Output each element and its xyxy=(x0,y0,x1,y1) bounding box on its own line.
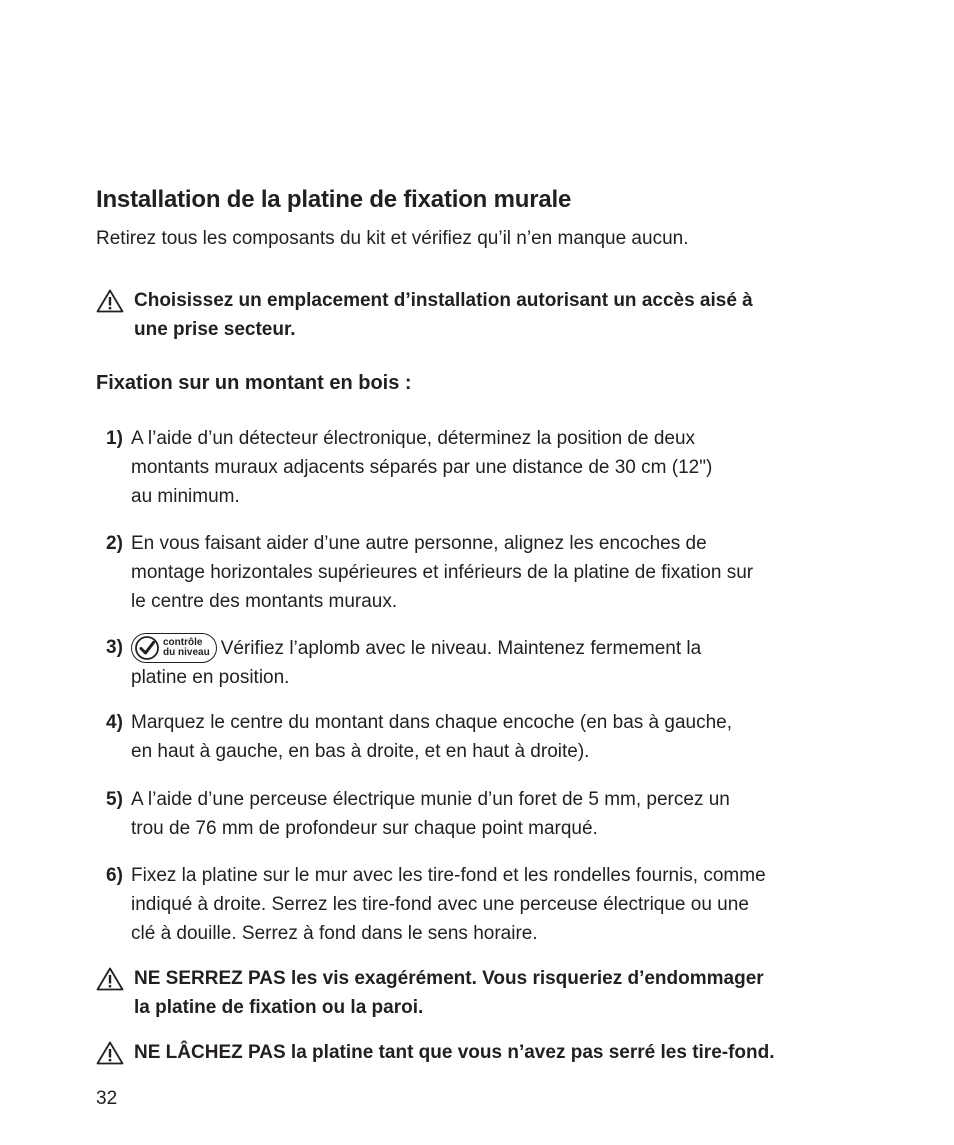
step-line: A l’aide d’une perceuse électrique munie d’un foret de 5 mm, percez un xyxy=(131,789,730,810)
step-line: trou de 76 mm de profondeur sur chaque point marqué. xyxy=(131,818,598,839)
warning-triangle-icon xyxy=(96,967,124,991)
step-number: 5) xyxy=(106,789,123,810)
warning-line: la platine de fixation ou la paroi. xyxy=(134,997,424,1018)
step-number: 6) xyxy=(106,865,123,886)
step-line: En vous faisant aider d’une autre personne, alignez les encoches de xyxy=(131,533,707,554)
warning-line: NE LÂCHEZ PAS la platine tant que vous n’avez pas serré les tire-fond. xyxy=(134,1042,775,1063)
step-line: montants muraux adjacents séparés par une distance de 30 cm (12") xyxy=(131,457,713,478)
step-6 xyxy=(106,861,866,948)
page-number: 32 xyxy=(96,1088,118,1109)
section-intro: Retirez tous les composants du kit et vérifiez qu’il n’en manque aucun. xyxy=(96,228,689,249)
step-number: 3) xyxy=(106,637,123,658)
badge-label xyxy=(163,638,210,658)
step-number: 4) xyxy=(106,712,123,733)
level-check-badge xyxy=(131,633,217,663)
step-text xyxy=(106,785,866,843)
step-line: platine en position. xyxy=(131,667,290,688)
step-2 xyxy=(106,529,866,616)
warning-text xyxy=(96,1038,876,1067)
step-line: indiqué à droite. Serrez les tire-fond avec une perceuse électrique ou une xyxy=(131,894,749,915)
checkmark-circle-icon xyxy=(134,635,160,661)
step-line: A l’aide d’un détecteur électronique, déterminez la position de deux xyxy=(131,428,696,449)
step-3 xyxy=(106,633,866,692)
step-line: en haut à gauche, en bas à droite, et en haut à droite). xyxy=(131,741,590,762)
step-text xyxy=(106,861,866,948)
warning-text xyxy=(96,964,876,1022)
warning-line: une prise secteur. xyxy=(134,319,296,340)
warning-text xyxy=(96,286,876,344)
warning-triangle-icon xyxy=(96,289,124,313)
step-5 xyxy=(106,785,866,843)
step-text xyxy=(106,633,866,692)
step-text xyxy=(106,424,866,511)
warning-triangle-icon xyxy=(96,1041,124,1065)
step-number: 2) xyxy=(106,533,123,554)
step-1 xyxy=(106,424,866,511)
step-line: Vérifiez l’aplomb avec le niveau. Maintenez fermement la xyxy=(220,638,702,659)
warning-line: Choisissez un emplacement d’installation autorisant un accès aisé à xyxy=(134,290,753,311)
step-line: Fixez la platine sur le mur avec les tire-fond et les rondelles fournis, comme xyxy=(131,865,766,886)
step-line: montage horizontales supérieures et inférieurs de la platine de fixation sur xyxy=(131,562,754,583)
section-title: Installation de la platine de fixation murale xyxy=(96,186,572,213)
warning-hold xyxy=(96,1038,876,1067)
warning-overtighten xyxy=(96,964,876,1022)
step-line: Marquez le centre du montant dans chaque encoche (en bas à gauche, xyxy=(131,712,733,733)
step-number: 1) xyxy=(106,428,123,449)
warning-line: NE SERREZ PAS les vis exagérément. Vous risqueriez d’endommager xyxy=(134,968,764,989)
badge-label-line: contrôle xyxy=(163,637,203,648)
step-line: au minimum. xyxy=(131,486,240,507)
step-4 xyxy=(106,708,866,766)
subheading: Fixation sur un montant en bois : xyxy=(96,372,412,394)
step-line: clé à douille. Serrez à fond dans le sens horaire. xyxy=(131,923,538,944)
step-line: le centre des montants muraux. xyxy=(131,591,398,612)
warning-outlet xyxy=(96,286,876,344)
step-text xyxy=(106,529,866,616)
badge-label-line: du niveau xyxy=(163,647,210,658)
step-text xyxy=(106,708,866,766)
